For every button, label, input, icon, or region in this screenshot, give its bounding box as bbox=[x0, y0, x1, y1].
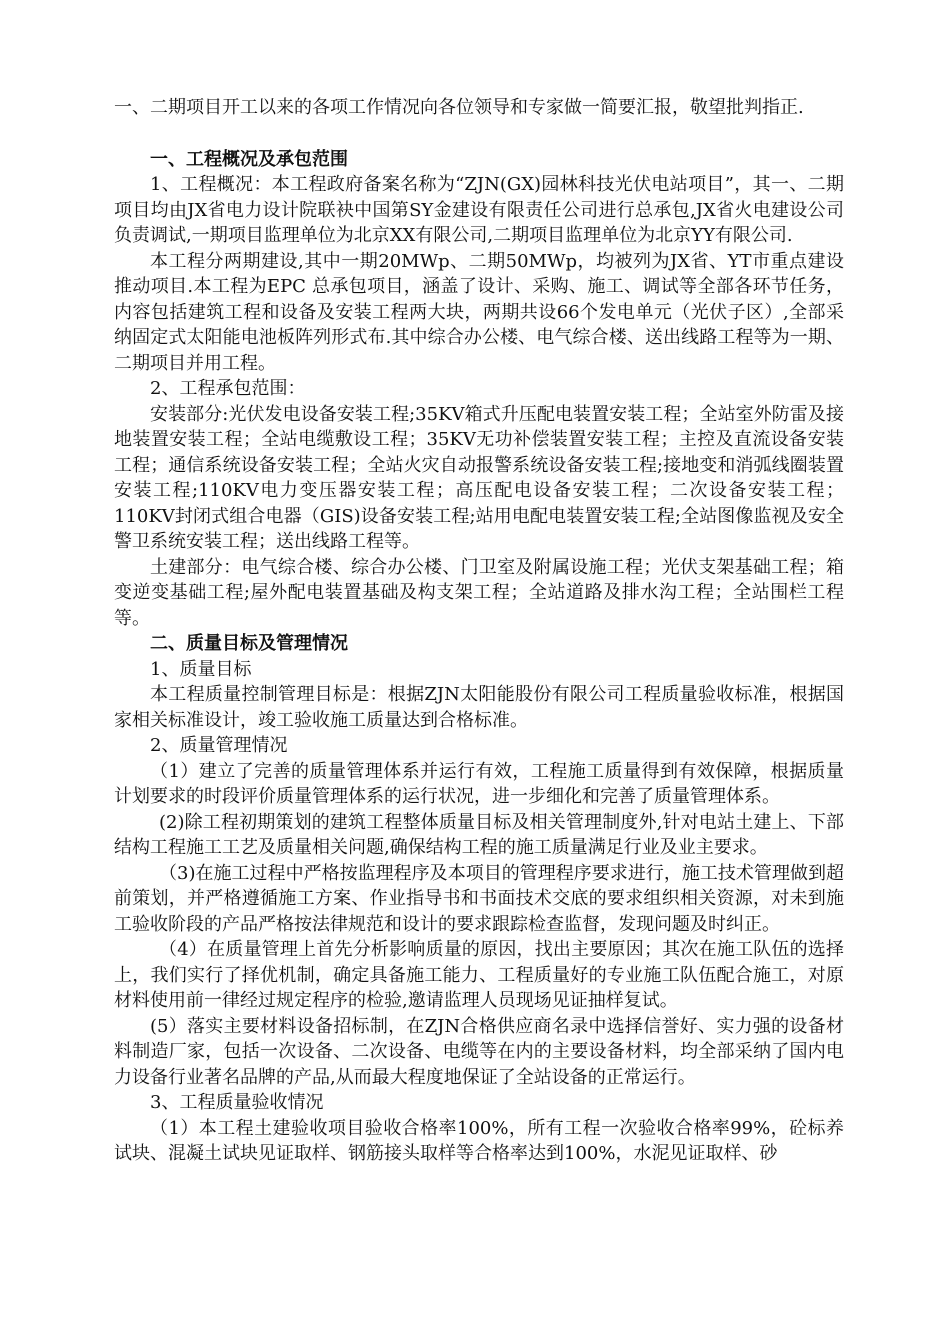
paragraph-project-overview: 1、工程概况：本工程政府备案名称为“ZJN(GX)园林科技光伏电站项目”，其一、二期项目均由JX省电力设计院联袂中国第SY金建设有限责任公司进行总承包,JX省火电建设公司负责调试,一期项目监理单位为北京XX有限公司,二期项目监理单位为北京YY有限公司. bbox=[114, 174, 844, 246]
paragraph-installation-scope: 安装部分:光伏发电设备安装工程;35KV箱式升压配电装置安装工程；全站室外防雷及接地装置安装工程；全站电缆敷设工程；35KV无功补偿装置安装工程；主控及直流设备安装工程；通信系统设备安装工程；全站火灾自动报警系统设备安装工程;接地变和消弧线圈装置安装工程;110KV电力变压器安装工程；高压配电设备安装工程；二次设备安装工程；110KV封闭式组合电器（GIS)设备安装工程;站用电配电装置安装工程;全站图像监视及安全警卫系统安装工程；送出线路工程等。 bbox=[114, 403, 844, 552]
paragraph-quality-management-3: （3)在施工过程中严格按监理程序及本项目的管理程序要求进行，施工技术管理做到超前策划，并严格遵循施工方案、作业指导书和书面技术交底的要求组织相关资源，对未到施工验收阶段的产品严格按法律规范和设计的要求跟踪检查监督，发现问题及时纠正。 bbox=[114, 862, 844, 935]
paragraph-acceptance-1: （1）本工程土建验收项目验收合格率100%，所有工程一次验收合格率99%，砼标养试块、混凝土试块见证取样、钢筋接头取样等合格率达到100%，水泥见证取样、砂 bbox=[114, 1117, 844, 1164]
paragraph-construction-phases: 本工程分两期建设,其中一期20MWp、二期50MWp，均被列为JX省、YT市重点建设推动项目.本工程为EPC 总承包项目，涵盖了设计、采购、施工、调试等全部各环节任务，内容包括建筑工程和设备及安装工程两大块，两期共设66个发电单元（光伏子区）,全部采纳固定式太阳能电池板阵列形式布.其中综合办公楼、电气综合楼、送出线路工程等为一期、二期项目并用工程。 bbox=[114, 250, 844, 374]
section-heading-quality: 二、质量目标及管理情况 bbox=[150, 633, 348, 654]
intro-paragraph: 一、二期项目开工以来的各项工作情况向各位领导和专家做一简要汇报，敬望批判指正. bbox=[114, 97, 804, 118]
paragraph-quality-goal: 本工程质量控制管理目标是：根据ZJN太阳能股份有限公司工程质量验收标准，根据国家相关标准设计，竣工验收施工质量达到合格标准。 bbox=[114, 684, 844, 731]
paragraph-quality-goal-title: 1、质量目标 bbox=[150, 658, 252, 680]
paragraph-quality-management-title: 2、质量管理情况 bbox=[150, 735, 288, 756]
paragraph-quality-management-2: (2)除工程初期策划的建筑工程整体质量目标及相关管理制度外,针对电站土建上、下部结构工程施工工艺及质量相关问题,确保结构工程的施工质量满足行业及业主要求。 bbox=[114, 811, 844, 858]
paragraph-civil-scope: 土建部分：电气综合楼、综合办公楼、门卫室及附属设施工程；光伏支架基础工程；箱变逆变基础工程;屋外配电装置基础及构支架工程；全站道路及排水沟工程；全站围栏工程等。 bbox=[114, 556, 844, 629]
paragraph-quality-management-5: (5）落实主要材料设备招标制，在ZJN合格供应商名录中选择信誉好、实力强的设备材料制造厂家，包括一次设备、二次设备、电缆等在内的主要设备材料，均全部采纳了国内电力设备行业著名品牌的产品,从而最大程度地保证了全站设备的正常运行。 bbox=[114, 1015, 844, 1088]
paragraph-quality-management-1: （1）建立了完善的质量管理体系并运行有效，工程施工质量得到有效保障，根据质量计划要求的时段评价质量管理体系的运行状况，进一步细化和完善了质量管理体系。 bbox=[114, 760, 844, 807]
paragraph-contract-scope-title: 2、工程承包范围： bbox=[150, 378, 306, 399]
paragraph-quality-management-4: （4）在质量管理上首先分析影响质量的原因，找出主要原因；其次在施工队伍的选择上，我们实行了择优机制，确定具备施工能力、工程质量好的专业施工队伍配合施工，对原材料使用前一律经过规定程序的检验,邀请监理人员现场见证抽样复试。 bbox=[114, 939, 844, 1011]
document-body bbox=[114, 95, 844, 1167]
paragraph-gap bbox=[114, 121, 844, 147]
section-heading-overview: 一、工程概况及承包范围 bbox=[150, 148, 348, 170]
paragraph-acceptance-title: 3、工程质量验收情况 bbox=[150, 1092, 324, 1113]
